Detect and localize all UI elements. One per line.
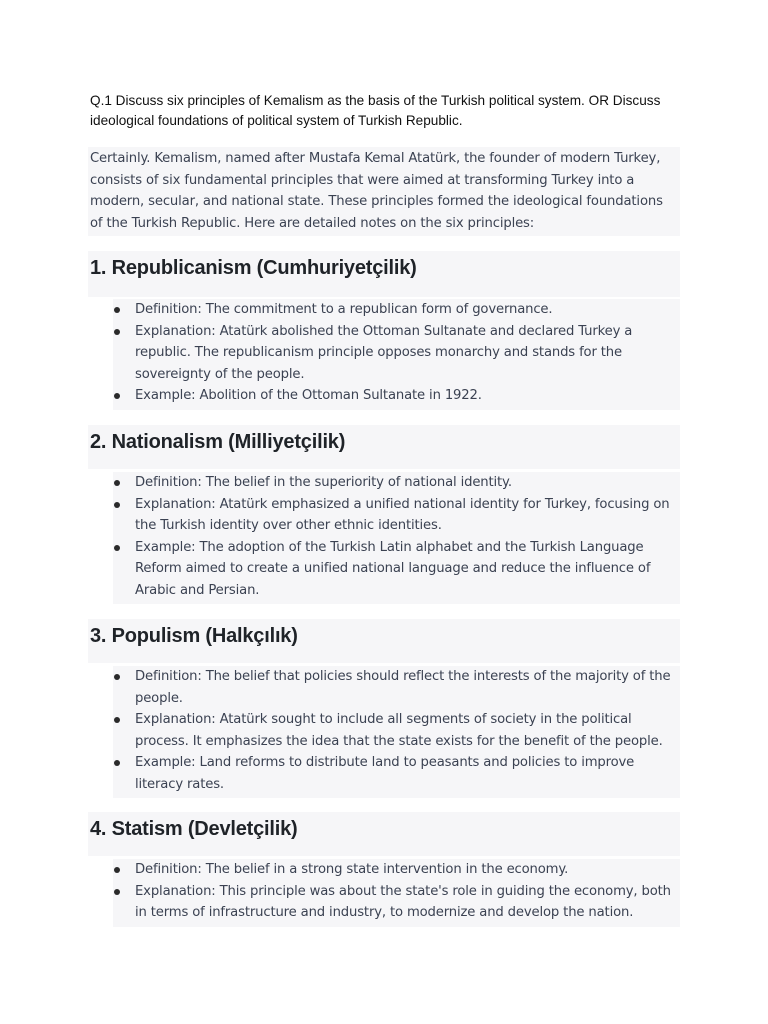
section-title: 4. Statism (Devletçilik) xyxy=(90,818,298,840)
section-heading-republicanism xyxy=(88,251,680,297)
bullet-icon xyxy=(114,307,120,313)
list-item: Explanation: Atatürk sought to include all segments of society in the political process. It emphasizes the idea that the state exists for the benefit of the people. xyxy=(113,709,680,752)
list-item: Definition: The commitment to a republican form of governance. xyxy=(113,299,680,321)
bullet-icon xyxy=(114,329,120,335)
section-list-nationalism xyxy=(113,472,680,604)
list-item: Example: Abolition of the Ottoman Sultanate in 1922. xyxy=(113,385,680,407)
list-item: Definition: The belief in the superiority of national identity. xyxy=(113,472,680,494)
list-item: Explanation: Atatürk emphasized a unified national identity for Turkey, focusing on the Turkish identity over other ethnic identities. xyxy=(113,494,680,537)
bullet-icon xyxy=(114,545,120,551)
section-list-populism xyxy=(113,666,680,798)
intro-paragraph: Certainly. Kemalism, named after Mustafa Kemal Atatürk, the founder of modern Turkey, consists of six fundamental principles that were aimed at transforming Turkey into a modern, secular, and national state. These principles formed the ideological foundations of the Turkish Republic. Here are detailed notes on the six principles: xyxy=(88,147,680,236)
list-item: Example: Land reforms to distribute land to peasants and policies to improve literacy rates. xyxy=(113,752,680,795)
section-heading-statism xyxy=(88,812,680,856)
bullet-icon xyxy=(114,502,120,508)
bullet-icon xyxy=(114,867,120,873)
bullet-icon xyxy=(114,393,120,399)
section-title: 1. Republicanism (Cumhuriyetçilik) xyxy=(90,257,417,279)
bullet-icon xyxy=(114,480,120,486)
list-item: Explanation: Atatürk abolished the Ottoman Sultanate and declared Turkey a republic. The republicanism principle opposes monarchy and stands for the sovereignty of the people. xyxy=(113,321,680,386)
bullet-icon xyxy=(114,674,120,680)
section-heading-nationalism xyxy=(88,425,680,469)
bullet-icon xyxy=(114,889,120,895)
section-list-republicanism xyxy=(113,299,680,410)
section-title: 2. Nationalism (Milliyetçilik) xyxy=(90,431,346,453)
question-text: Q.1 Discuss six principles of Kemalism as the basis of the Turkish political system. OR Discuss ideological foundations of political system of Turkish Republic. xyxy=(90,93,661,128)
list-item: Definition: The belief that policies should reflect the interests of the majority of the people. xyxy=(113,666,680,709)
list-item: Definition: The belief in a strong state intervention in the economy. xyxy=(113,859,680,881)
section-list-statism xyxy=(113,859,680,927)
list-item: Explanation: This principle was about the state's role in guiding the economy, both in terms of infrastructure and industry, to modernize and develop the nation. xyxy=(113,881,680,924)
section-heading-populism xyxy=(88,619,680,663)
list-item: Example: The adoption of the Turkish Latin alphabet and the Turkish Language Reform aimed to create a unified national language and reduce the influence of Arabic and Persian. xyxy=(113,537,680,602)
bullet-icon xyxy=(114,760,120,766)
section-title: 3. Populism (Halkçılık) xyxy=(90,625,298,647)
bullet-icon xyxy=(114,717,120,723)
